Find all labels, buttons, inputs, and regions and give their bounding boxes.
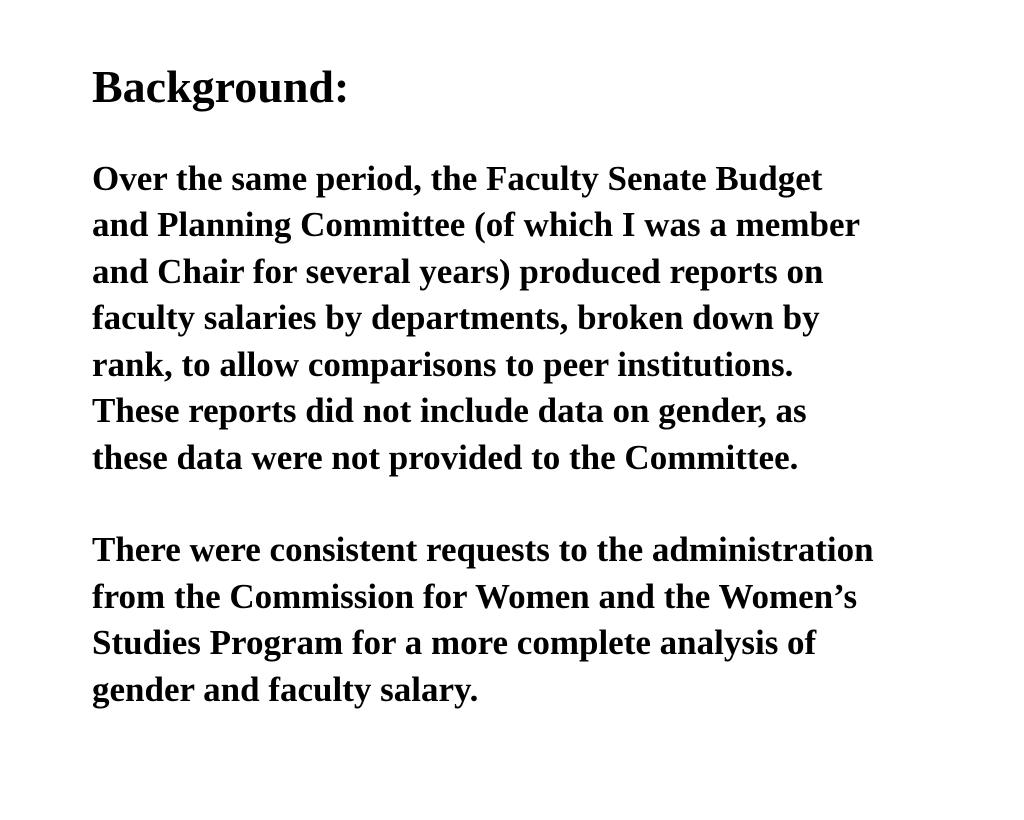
background-paragraph-2: There were consistent requests to the administration from the Commission for Women and the Women’s Studies Program for a more complete analysis of gender and faculty salary. <box>92 530 874 709</box>
slide-content <box>92 62 972 713</box>
slide-title: Background: <box>92 61 350 112</box>
background-paragraph-1: Over the same period, the Faculty Senate Budget and Planning Committee (of which I was a member and Chair for several years) produced reports on faculty salaries by departments, broken down by rank, to allow comparisons to peer institutions. These reports did not include data on gender, as these data were not provided to the Committee. <box>92 158 861 477</box>
